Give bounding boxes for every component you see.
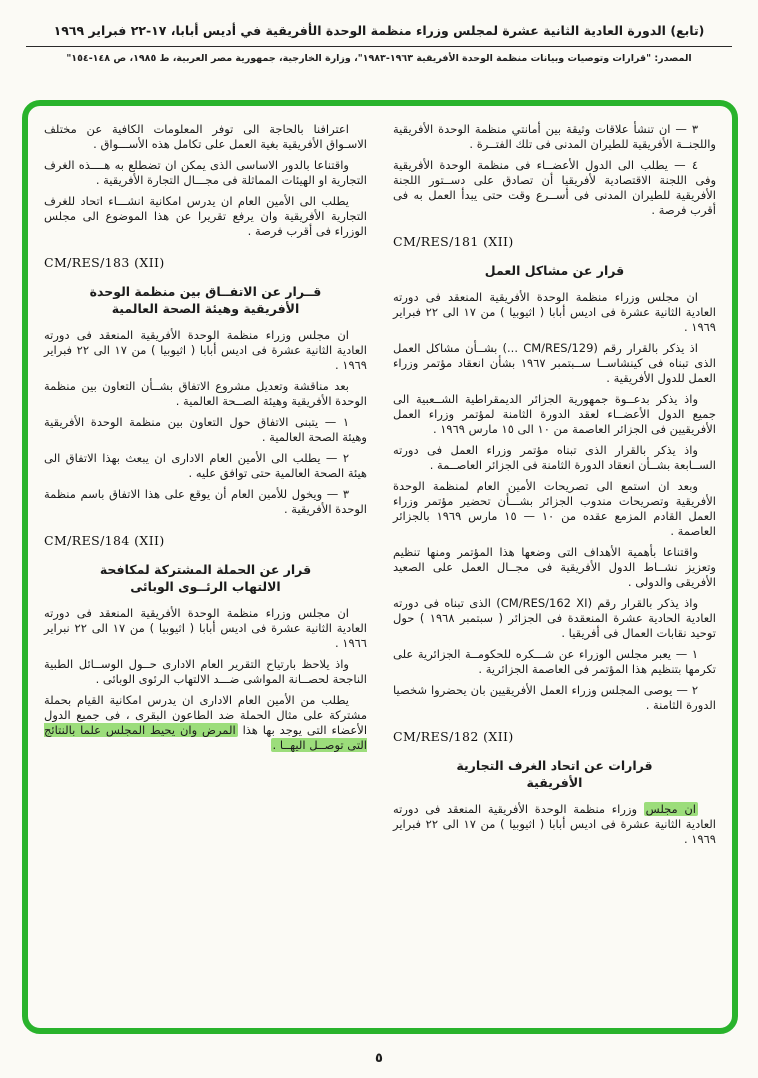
column-right: [393, 122, 716, 1018]
paragraph: اذ يذكر بالقرار رقم (‎CM/RES/129‎ ...) بشــأن مشاكل العمل الذى تبناه فى كينشاســا ســبتمبر ١٩٦٧ بشأن انعقاد مؤتمر وزراء العمل للدول الأفريقية .: [393, 341, 716, 385]
paragraph: ٢ — يطلب الى الأمين العام الادارى ان يبعث بهذا الاتفاق الى هيئة الصحة العالمية حتى توافق عليه .: [44, 451, 367, 480]
paragraph: ٣ — ويخول للأمين العام أن يوقع على هذا الاتفاق باسم منظمة الوحدة الأفريقية .: [44, 487, 367, 516]
paragraph: واذ يلاحظ بارتياح التقرير العام الادارى حــول الوســائل الطبية الناجحة لحصــانة المواشى ضـــد الالتهاب الرئوى الوبائى .: [44, 657, 367, 686]
paragraph: بعد مناقشة وتعديل مشروع الاتفاق بشــأن التعاون بين منظمة الوحدة الأفريقية وهيئة الصــحة العالمية .: [44, 379, 367, 408]
resolution-heading: قرار عن مشاكل العمل: [484, 263, 625, 278]
highlighted-text: ان مجلس: [645, 802, 696, 816]
paragraph: ان مجلس وزراء منظمة الوحدة الأفريقية المنعقد فى دورته العادية الثانية عشرة فى اديس أبابا ( اثيوبيا ) من ١٧ الى ٢٢ نبراير ١٩٦٦ .: [44, 606, 367, 650]
paragraph: واذ يذكر بدعــوة جمهورية الجزائر الديمقراطية الشــعبية الى جميع الدول الأعضــاء لعقد الدورة الثامنة لمؤتمر وزراء العمل الأفريقيين فى الجزائر العاصمة من ١٠ الى ١٥ مارس ١٩٦٩ .: [393, 392, 716, 436]
resolution-id: CM/RES/181 (XII): [393, 234, 514, 249]
column-left: [44, 122, 367, 1018]
resolution-id: CM/RES/184 (XII): [44, 533, 165, 548]
page-header: [0, 0, 758, 65]
paragraph-text: يطلب من الأمين العام الادارى ان يدرس امكانية القيام بحملة مشتركة على مثال الحملة ضد الطاعون البقرى ، فى جميع الدول الأعضاء التى يوجد بها هذا: [44, 693, 368, 737]
resolution-heading: قرار عن الحملة المشتركة لمكافحة الالتهاب الرئــوى الوبائى: [99, 562, 312, 594]
paragraph: واقتناعا بأهمية الأهداف التى وضعها هذا المؤتمر ومنها تنظيم وتعزيز نشــاط الدول الأفريقية فى مجــال العمل على الصعيد الأفريقى والدولى .: [393, 545, 716, 589]
resolution-id: CM/RES/183 (XII): [44, 255, 165, 270]
paragraph: ١ — يتبنى الاتفاق حول التعاون بين منظمة الوحدة الأفريقية وهيئة الصحة العالمية .: [44, 415, 367, 444]
paragraph: يطلب الى الأمين العام ان يدرس امكانية انشـــاء اتحاد للغرف التجارية الأفريقية وان يرفع تقريرا عن هذا الموضوع الى مجلس الوزراء فى أقرب فرصة .: [44, 194, 367, 238]
paragraph: ان مجلس وزراء منظمة الوحدة الأفريقية المنعقد فى دورته العادية الثانية عشرة فى اديس أبابا ( اثيوبيا ) من ١٧ الى ٢٢ فبراير ١٩٦٩ .: [44, 328, 367, 372]
paragraph: ٤ — يطلب الى الدول الأعضــاء فى منظمة الوحدة الأفريقية وفى اللجنة الاقتصادية لأفريقيا أن تصادق على دســتور اللجنة الأفريقية للطيران المدنى فى أســرع وقت حتى يبدأ العمل به فى أقرب فرصة .: [393, 158, 716, 217]
paragraph: [44, 693, 367, 753]
paragraph: واذ يذكر بالقرار الذى تبناه مؤتمر وزراء العمل فى دورته الســابعة بشــأن انعقاد الدورة الثامنة فى الجزائر العاصــمة .: [393, 443, 716, 472]
header-title: (تابع) الدورة العادية الثانية عشرة لمجلس وزراء منظمة الوحدة الأفريقية في أديس أبابا، ١٧-٢٢ فبراير ١٩٦٩: [53, 23, 705, 38]
paragraph: [393, 802, 716, 847]
resolution-heading: قرارات عن اتحاد الغرف التجارية الأفريقية: [456, 758, 653, 790]
header-source: المصدر: "قرارات وتوصيات وبيانات منظمة الوحدة الأفريقية ١٩٦٣-١٩٨٣"، وزارة الخارجية، جمهورية مصر العربية، ط ١٩٨٥، ص ١٤٨-١٥٤": [66, 53, 692, 64]
page-number: ٥: [375, 1051, 383, 1066]
annotation-border-box: [22, 100, 738, 1034]
resolution-heading: قــرار عن الاتفــاق بين منظمة الوحدة الأفريقية وهيئة الصحة العالمية: [89, 284, 322, 316]
paragraph-text: وزراء منظمة الوحدة الأفريقية المنعقد فى دورته العادية الثانية عشرة فى اديس أبابا ( اثيوبيا ) من ١٧ الى ٢٢ فبراير ١٩٦٩ .: [393, 802, 716, 846]
paragraph: واقتناعا بالدور الاساسى الذى يمكن ان تضطلع به هــــذه الغرف التجارية او الهيئات المماثلة فى مجـــال التجارة الأفريقية .: [44, 158, 367, 187]
highlighted-text: المرض وان يحيط المجلس علما بالنتائج التى توصــل اليهــا .: [44, 723, 367, 752]
paragraph: ١ — يعبر مجلس الوزراء عن شـــكره للحكومــة الجزائرية على تكرمها بتنظيم هذا المؤتمر فى العاصمة الجزائرية .: [393, 647, 716, 676]
paragraph: ٣ — ان تنشأ علاقات وثيقة بين أمانتي منظمة الوحدة الأفريقية واللجنــة الأفريقية للطيران المدنى فى تلك الفتــرة .: [393, 122, 716, 151]
paragraph: ٢ — يوصى المجلس وزراء العمل الأفريقيين بان يحضروا شخصيا الدورة الثامنة .: [393, 683, 716, 712]
resolution-id: CM/RES/182 (XII): [393, 729, 514, 744]
paragraph: واذ يذكر بالقرار رقم (‎CM/RES/162 XI‎) الذى تبناه فى دورته العادية الحادية عشرة المنعقدة فى الجزائر ( سبتمبر ١٩٦٨ ) حول توحيد نقابات العمال فى أفريقيا .: [393, 596, 717, 640]
header-divider: [26, 46, 732, 47]
paragraph: ان مجلس وزراء منظمة الوحدة الأفريقية المنعقد فى دورته العادية الثانية عشرة فى اديس أبابا ( اثيوبيا ) من ١٧ الى ٢٢ فبراير ١٩٦٩ .: [393, 290, 716, 334]
paragraph: اعترافنا بالحاجة الى توفر المعلومات الكافية عن مختلف الاسـواق الأفريقية بغية العمل على تكامل هذه الأســـواق .: [44, 122, 367, 151]
paragraph: وبعد ان استمع الى تصريحات الأمين العام لمنظمة الوحدة الأفريقية وتصريحات مندوب الجزائر بشـــأن تحضير مؤتمر وزراء العمل القادم المزمع عقده من ١٠ — ١٥ مارس ١٩٦٩ بالجزائر العاصمة .: [393, 479, 716, 538]
